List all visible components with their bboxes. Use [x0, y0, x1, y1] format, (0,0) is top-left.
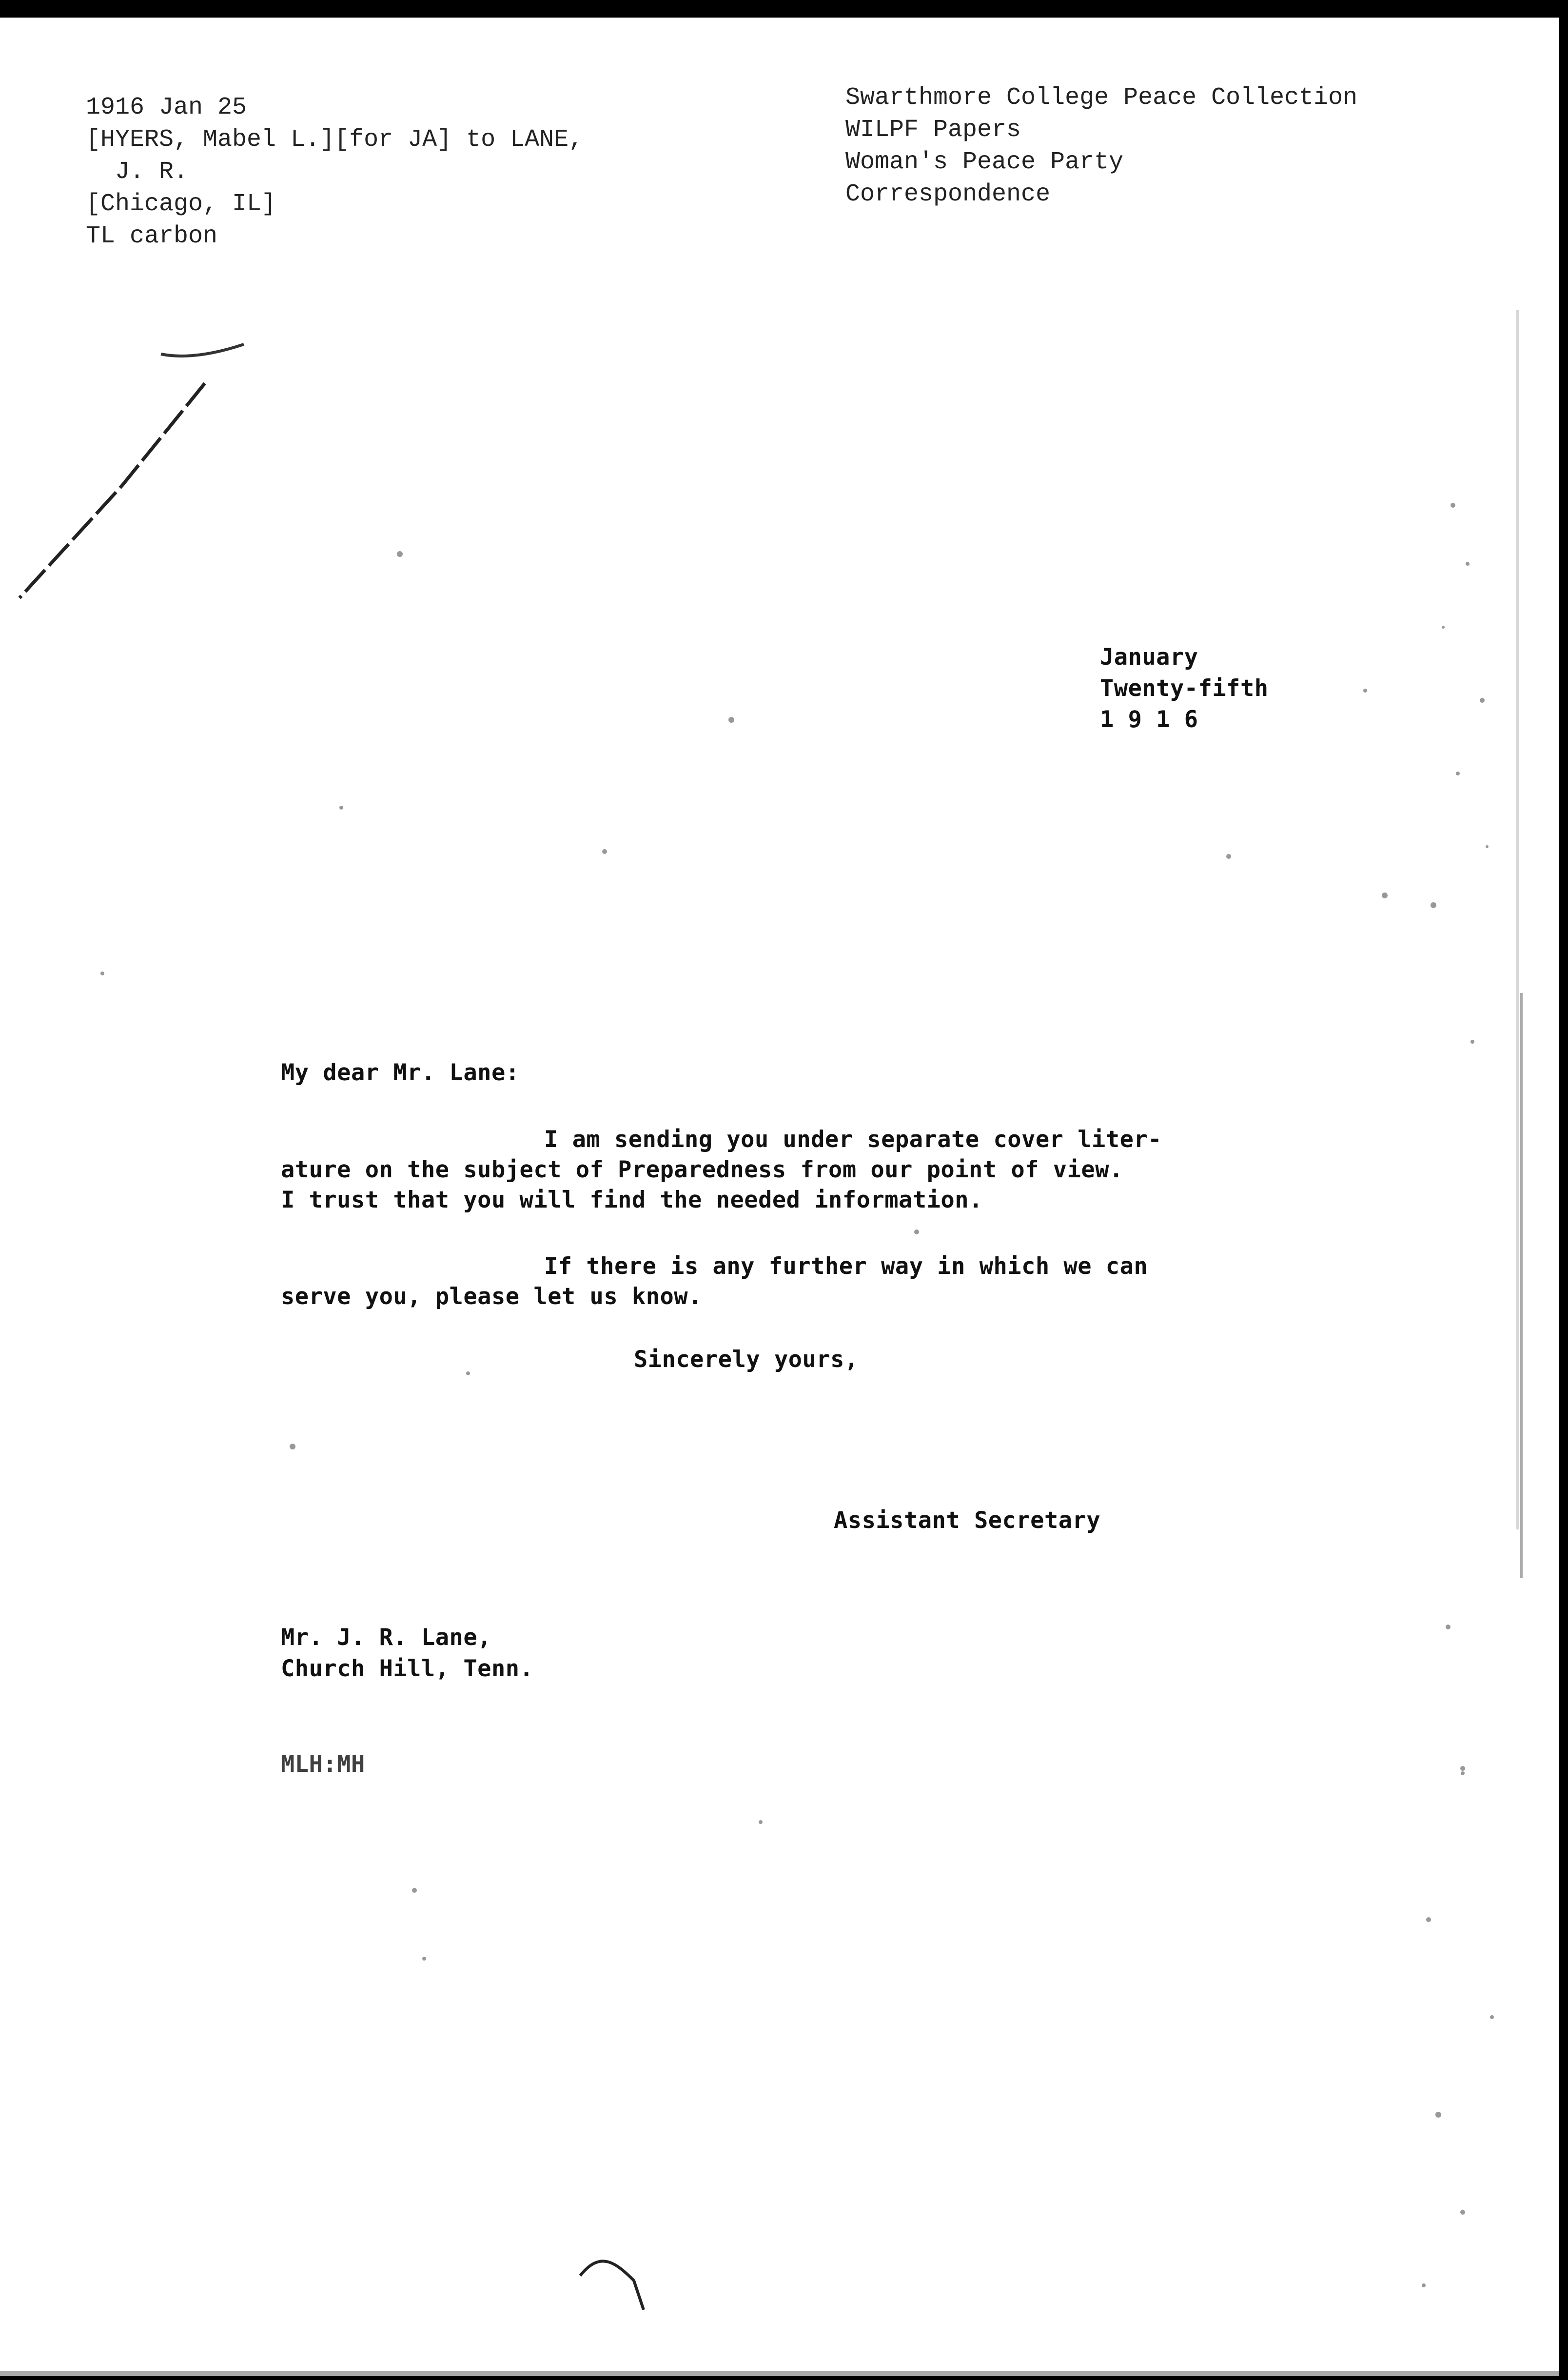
right-edge-shadow [1516, 310, 1519, 1529]
citation-line: 1916 Jan 25 [86, 94, 247, 121]
right-edge-line [1520, 993, 1523, 1578]
citation-line: [Chicago, IL] [86, 190, 276, 218]
collection-line: Swarthmore College Peace Collection [845, 84, 1358, 112]
document-page [0, 18, 1559, 2376]
citation-line: TL carbon [86, 222, 218, 250]
speckles [100, 503, 1494, 2287]
archive-collection [845, 82, 1357, 211]
letter-date [1100, 642, 1269, 735]
paragraph-line: serve you, please let us know. [281, 1283, 702, 1310]
bottom-edge [0, 2371, 1559, 2376]
body-paragraph-2 [281, 1251, 1148, 1312]
reference-initials: MLH:MH [281, 1751, 365, 1778]
archive-citation [86, 92, 583, 253]
pencil-mark [161, 344, 244, 356]
address-line: Mr. J. R. Lane, [281, 1624, 491, 1651]
collection-line: WILPF Papers [845, 116, 1021, 144]
paragraph-line: If there is any further way in which we can [544, 1253, 1148, 1280]
date-year: 1 9 1 6 [1100, 706, 1198, 733]
date-day: Twenty-fifth [1100, 675, 1269, 702]
paragraph-line: I am sending you under separate cover liter- [544, 1126, 1162, 1153]
body-paragraph-1 [281, 1125, 1162, 1215]
collection-line: Correspondence [845, 180, 1051, 208]
citation-line: J. R. [86, 158, 189, 186]
recipient-address [281, 1622, 533, 1685]
date-month: January [1100, 644, 1198, 671]
pencil-stroke [20, 383, 205, 598]
collection-line: Woman's Peace Party [845, 148, 1124, 176]
closing: Sincerely yours, [634, 1346, 859, 1373]
paragraph-line: ature on the subject of Preparedness from our point of view. [281, 1156, 1123, 1183]
address-line: Church Hill, Tenn. [281, 1655, 534, 1682]
signature-title: Assistant Secretary [834, 1507, 1101, 1534]
paragraph-line: I trust that you will find the needed information. [281, 1187, 983, 1213]
citation-line: [HYERS, Mabel L.][for JA] to LANE, [86, 126, 584, 154]
bottom-mark [580, 2261, 644, 2310]
salutation: My dear Mr. Lane: [281, 1059, 520, 1086]
